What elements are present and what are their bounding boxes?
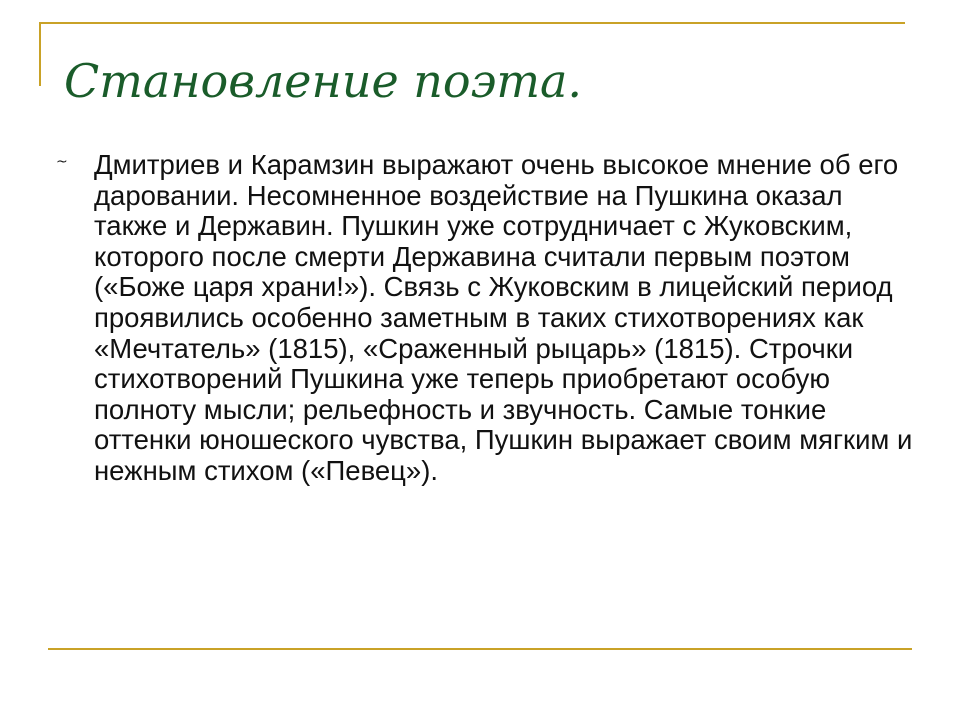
tilde-bullet-icon: ~ <box>56 154 68 170</box>
slide-content <box>56 150 916 487</box>
frame-bottom-line <box>48 648 912 650</box>
slide-title: Становление поэта. <box>64 54 583 108</box>
frame-left-line <box>39 22 41 86</box>
frame-top-line <box>39 22 905 24</box>
bullet-text: Дмитриев и Карамзин выражают очень высокое мнение об его даровании. Несомненное воздействие на Пушкина оказал также и Державин. Пушкин уже сотрудничает с Жуковским, которого после смерти Державина считали первым поэтом («Боже царя храни!»). Связь с Жуковским в лицейский период проявились особенно заметным в таких стихотворениях как «Мечтатель» (1815), «Сраженный рыцарь» (1815). Строчки стихотворений Пушкина уже теперь приобретают особую полноту мысли; рельефность и звучность. Самые тонкие оттенки юношеского чувства, Пушкин выражает своим мягким и нежным стихом («Певец»). <box>94 149 913 486</box>
bullet-item <box>56 150 916 487</box>
